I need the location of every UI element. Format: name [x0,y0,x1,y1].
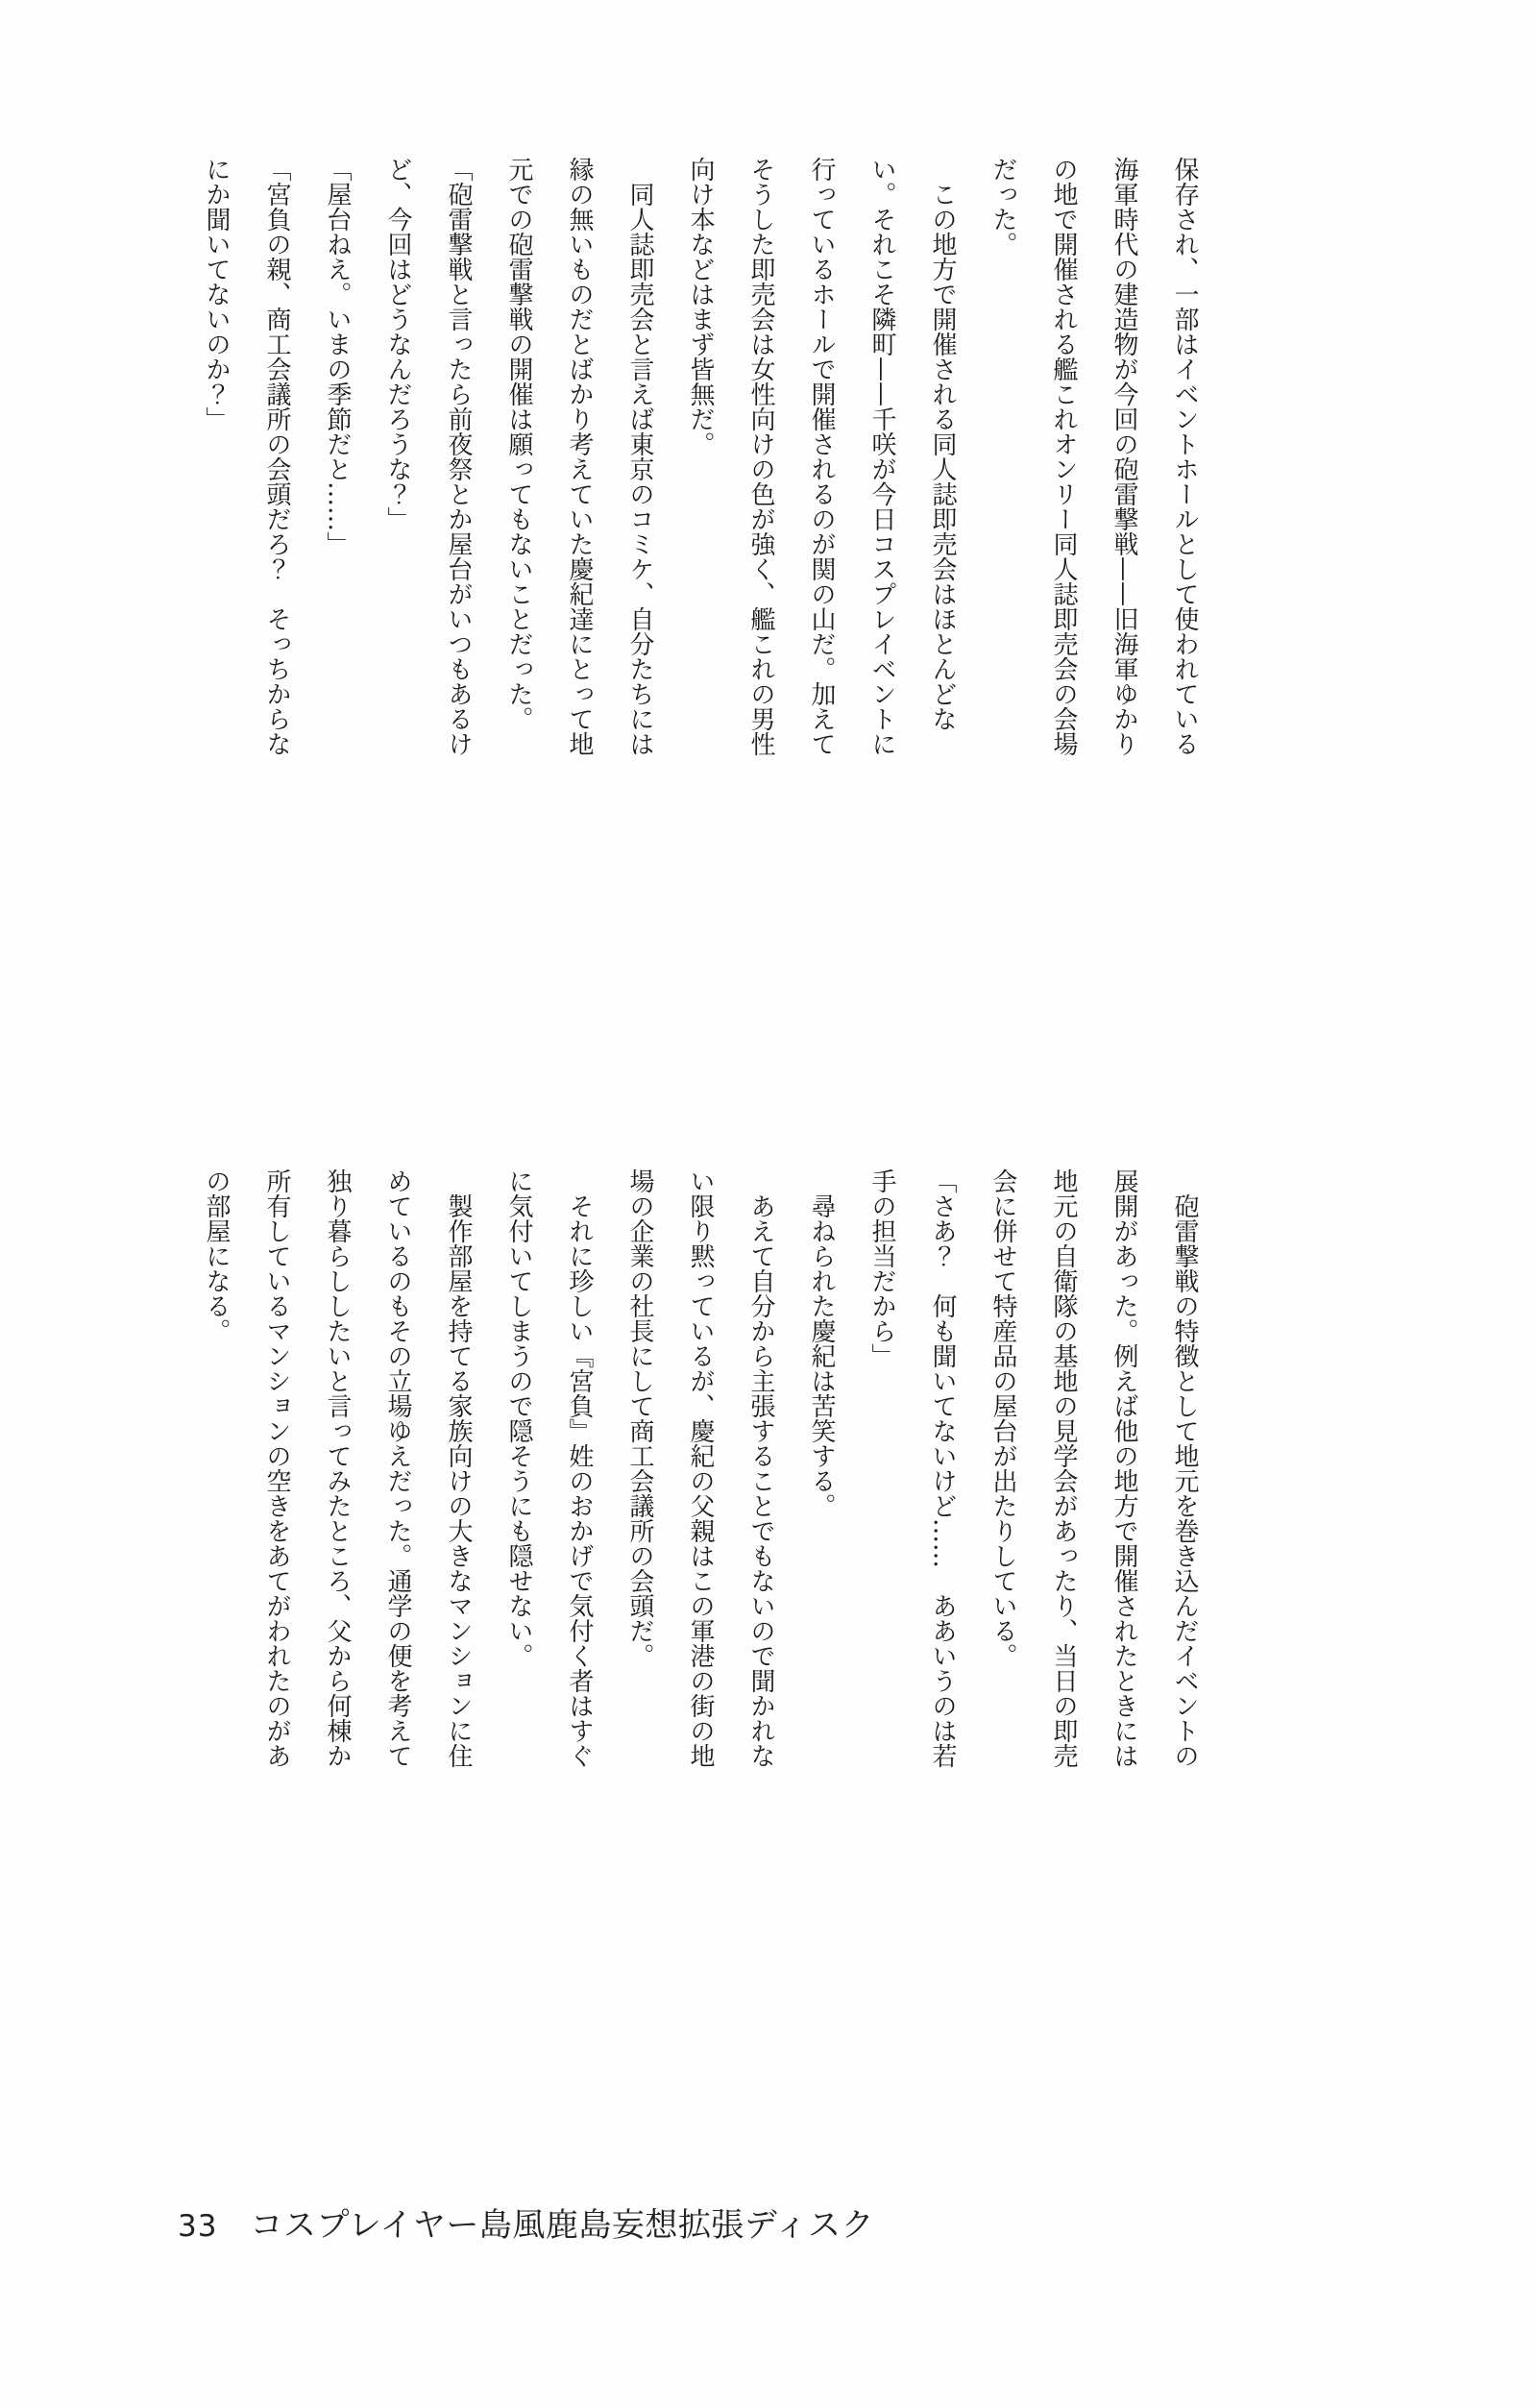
page-number: 33 [178,2209,218,2244]
paragraph: 保存され、一部はイベントホールとして使われている海軍時代の建造物が今回の砲雷撃戦——旧海軍ゆかりの地で開催される艦これオンリー同人誌即売会の会場だった。 [988,157,1199,756]
paragraph: 「さあ？ 何も聞いてないけど…… ああいうのは若手の担当だから」 [867,1168,957,1768]
paragraph: この地方で開催される同人誌即売会はほとんどない。それこそ隣町——千咲が今日コスプレイベントに行っているホールで開催されるのが関の山だ。加えてそうした即売会は女性向けの色が強く、艦これの男性向け本などはまず皆無だ。 [686,157,957,756]
paragraph: 砲雷撃戦の特徴として地元を巻き込んだイベントの展開があった。例えば他の地方で開催されたときには地元の自衛隊の基地の見学会があったり、当日の即売会に併せて特産品の屋台が出たりしている。 [988,1168,1199,1768]
paragraph: 「砲雷撃戦と言ったら前夜祭とか屋台がいつもあるけど、今回はどうなんだろうな？」 [383,157,473,756]
paragraph: あえて自分から主張することでもないので聞かれない限り黙っているが、慶紀の父親はこの軍港の街の地場の企業の社長にして商工会議所の会頭だ。 [625,1168,775,1768]
paragraph: 「屋台ねえ。いまの季節だと……」 [323,157,352,556]
paragraph: 「宮負の親、商工会議所の会頭だろ？ そっちからなにか聞いてないのか？」 [202,157,291,756]
book-title: コスプレイヤー島風鹿島妄想拡張ディスク [250,2206,875,2245]
paragraph: それに珍しい『宮負』姓のおかげで気付く者はすぐに気付いてしまうので隠そうにも隠せない。 [504,1168,594,1768]
text-block-top [185,157,1214,768]
paragraph: 製作部屋を持てる家族向けの大きなマンションに住めているのもその立場ゆえだった。通学の便を考えて独り暮らししたいと言ってみたところ、父から何棟か所有しているマンションの空きをあてがわれたのがあの部屋になる。 [202,1168,473,1768]
paragraph: 尋ねられた慶紀は苦笑する。 [807,1193,836,1518]
text-block-bottom [185,1168,1214,1780]
page-footer [178,2199,874,2246]
paragraph: 同人誌即売会と言えば東京のコミケ、自分たちには縁の無いものだとばかり考えていた慶紀達にとって地元での砲雷撃戦の開催は願ってもないことだった。 [504,157,654,756]
